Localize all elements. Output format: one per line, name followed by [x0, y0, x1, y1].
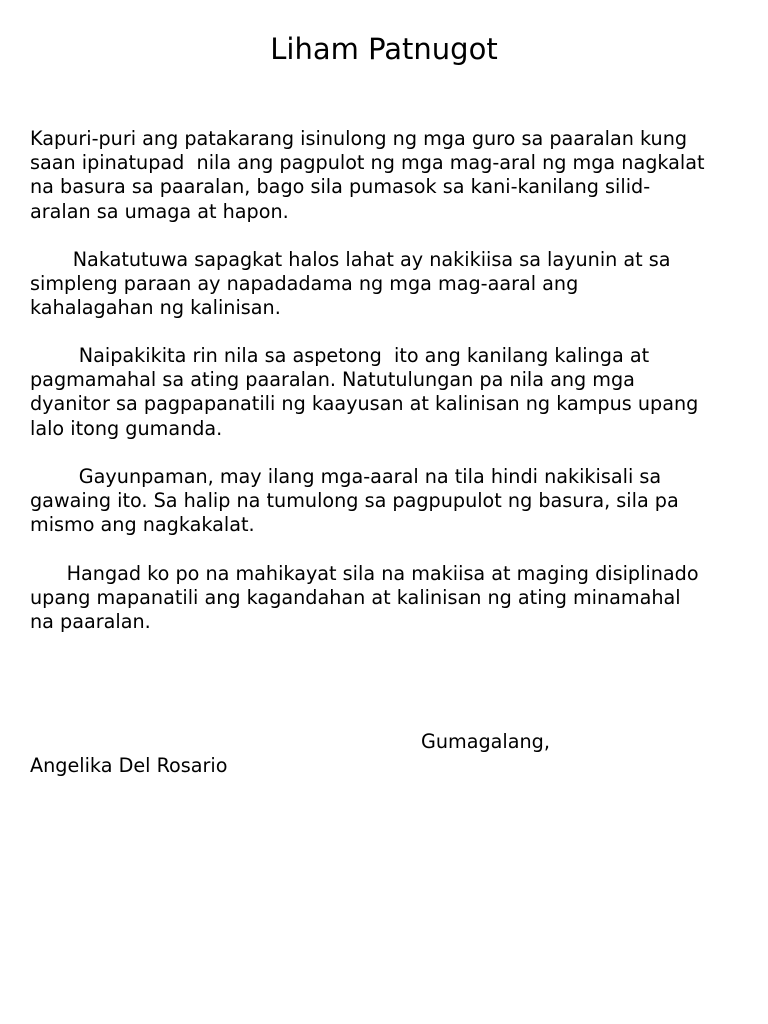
paragraph-1: Kapuri-puri ang patakarang isinulong ng mga guro sa paaralan kung saan ipinatupad nila ang pagpulot ng mga mag-aral ng mga nagkalat na basura sa paaralan, bago sila pumasok sa kani-kanilang silid- aralan sa umaga at hapon. — [30, 127, 705, 223]
paragraph-2: Nakatutuwa sapagkat halos lahat ay nakikiisa sa layunin at sa simpleng paraan ay napadadama ng mga mag-aaral ang kahalagahan ng kalinisan. — [30, 248, 671, 320]
letter-title: Liham Patnugot — [270, 32, 498, 66]
paragraph-3: Naipakikita rin nila sa aspetong ito ang kanilang kalinga at pagmamahal sa ating paaralan. Natutulungan pa nila ang mga dyanitor sa pagpapanatili ng kaayusan at kalinisan ng kampus upang lalo itong gumanda. — [30, 344, 699, 440]
paragraph-4: Gayunpaman, may ilang mga-aaral na tila hindi nakikisali sa gawaing ito. Sa halip na tumulong sa pagpupulot ng basura, sila pa mismo ang nagkakalat. — [30, 465, 679, 537]
paragraph-5: Hangad ko po na mahikayat sila na makiisa at maging disiplinado upang mapanatili ang kagandahan at kalinisan ng ating minamahal na paaralan. — [30, 562, 699, 634]
closing-salutation: Gumagalang, — [421, 730, 550, 753]
signature-name: Angelika Del Rosario — [30, 754, 228, 777]
